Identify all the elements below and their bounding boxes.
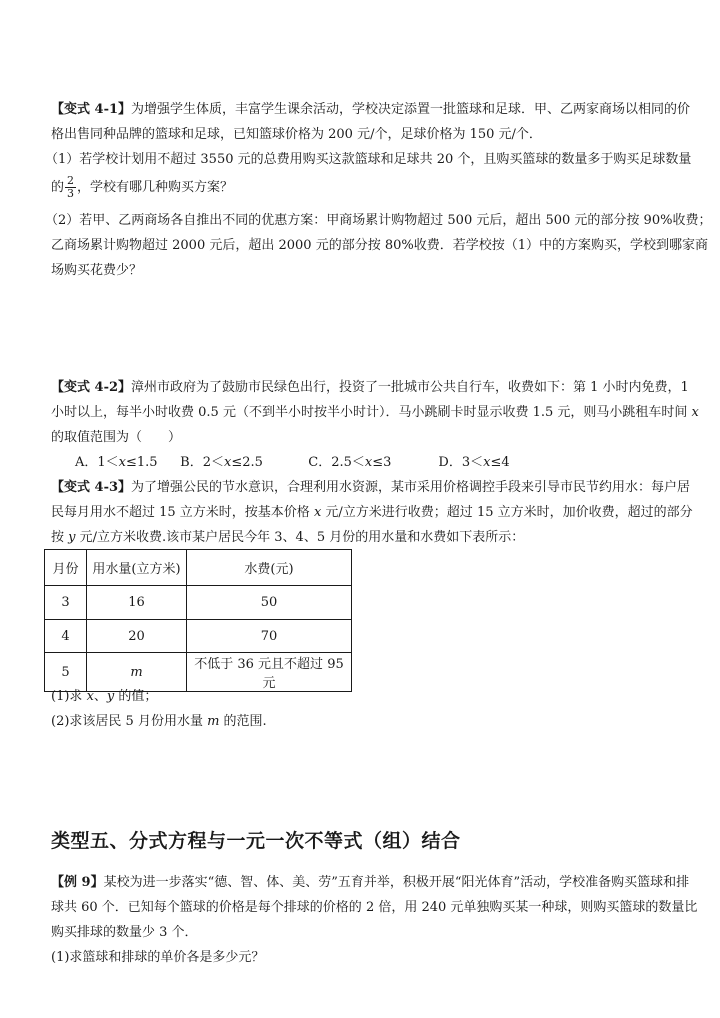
- variant-4-1-question-2-cont: 乙商场累计购物超过 2000 元后，超出 2000 元的部分按 80%收费．若学校按（1）中的方案购买，学校到哪家商: [51, 238, 708, 253]
- variant-4-2-line2: 小时以上，每半小时收费 0.5 元（不到半小时按半小时计）．马小跳刷卡时显示收费 1.5 元，则马小跳租车时间 x: [51, 405, 699, 420]
- variant-4-2-tag: 【变式 4-2】: [51, 380, 132, 395]
- table-row: [45, 586, 352, 620]
- variant-4-2-line3: 的取值范围为（ ）: [51, 430, 182, 445]
- example-9: [51, 870, 698, 970]
- variant-4-3-tag: 【变式 4-3】: [51, 480, 132, 495]
- example-9-line1: 【例 9】某校为进一步落实“德、智、体、美、劳”五育并举，积极开展“阳光体育”活动，学校准备购买篮球和排: [51, 875, 690, 890]
- table-cell: 3: [45, 586, 87, 620]
- example-9-tag: 【例 9】: [51, 875, 104, 890]
- table-cell: 70: [187, 620, 352, 653]
- table-cell: 50: [187, 586, 352, 620]
- table-header-row: [45, 550, 352, 586]
- variant-4-1-tag: 【变式 4-1】: [51, 102, 132, 117]
- variant-4-3: [51, 475, 693, 550]
- table-cell: 20: [87, 620, 187, 653]
- variant-4-1-question-2-end: 场购买花费少？: [51, 263, 143, 278]
- variant-4-1-question-1-cont: 的 $\frac{2}{3}$ ，学校有哪几种购买方案？: [51, 174, 234, 200]
- water-usage-table: [44, 549, 352, 692]
- table-cell: m: [87, 653, 187, 692]
- variant-4-3-line1: 【变式 4-3】为了增强公民的节水意识，合理利用水资源，某市采用价格调控手段来引导市民节约用水：每户居: [51, 480, 691, 495]
- fraction-two-thirds: $\frac{2}{3}$: [67, 174, 75, 200]
- section-title: 类型五、分式方程与一元一次不等式（组）结合: [51, 830, 461, 852]
- variant-4-1-line1: 【变式 4-1】为增强学生体质，丰富学生课余活动，学校决定添置一批篮球和足球．甲、乙两家商场以相同的价: [51, 102, 691, 117]
- table-cell: 5: [45, 653, 87, 692]
- variant-4-3-line3: 按 y 元/立方米收费.该市某户居民今年 3、4、5 月份的用水量和水费如下表所示：: [51, 530, 525, 545]
- table-row: [45, 620, 352, 653]
- table-cell: 16: [87, 586, 187, 620]
- variant-4-3-questions: [51, 684, 671, 734]
- variant-4-1-question-2: （2）若甲、乙两商场各自推出不同的优惠方案：甲商场累计购物超过 500 元后，超出 500 元的部分按 90%收费；: [45, 213, 712, 228]
- option-b: B．2＜x≤2.5: [180, 455, 263, 470]
- table-cell: 4: [45, 620, 87, 653]
- variant-4-1-question-1: （1）若学校计划用不超过 3550 元的总费用购买这款篮球和足球共 20 个，且购买篮球的数量多于购买足球数量: [45, 152, 692, 167]
- variant-4-2-options: [51, 450, 671, 475]
- variant-4-1-line2: 格出售同种品牌的篮球和足球，已知篮球价格为 200 元/个，足球价格为 150 元/个．: [51, 127, 542, 142]
- example-9-line2: 球共 60 个．已知每个篮球的价格是每个排球的价格的 2 倍，用 240 元单独购买某一种球，则购买篮球的数量比: [51, 900, 698, 915]
- variant-4-1: [45, 97, 712, 283]
- table-header-cell: 水费(元): [187, 550, 352, 586]
- variant-4-2: [51, 375, 699, 475]
- option-d: D．3＜x≤4: [438, 455, 510, 470]
- example-9-line3: 购买排球的数量少 3 个．: [51, 925, 198, 940]
- table-cell: 不低于 36 元且不超过 95 元: [187, 653, 352, 692]
- option-a: A．1＜x≤1.5: [75, 455, 158, 470]
- table-header-cell: 用水量(立方米): [87, 550, 187, 586]
- variant-4-2-line1: 【变式 4-2】漳州市政府为了鼓励市民绿色出行，投资了一批城市公共自行车，收费如下：第 1 小时内免费，1: [51, 380, 689, 395]
- example-9-question-1: (1)求篮球和排球的单价各是多少元？: [51, 950, 265, 965]
- variant-4-3-question-1: (1)求 x、y 的值；: [51, 689, 158, 704]
- option-c: C．2.5＜x≤3: [308, 455, 392, 470]
- variant-4-3-question-2: (2)求该居民 5 月份用水量 m 的范围.: [51, 714, 267, 729]
- table-header-cell: 月份: [45, 550, 87, 586]
- variant-4-3-line2: 民每月用水不超过 15 立方米时，按基本价格 x 元/立方米进行收费；超过 15 立方米时，加价收费，超过的部分: [51, 505, 693, 520]
